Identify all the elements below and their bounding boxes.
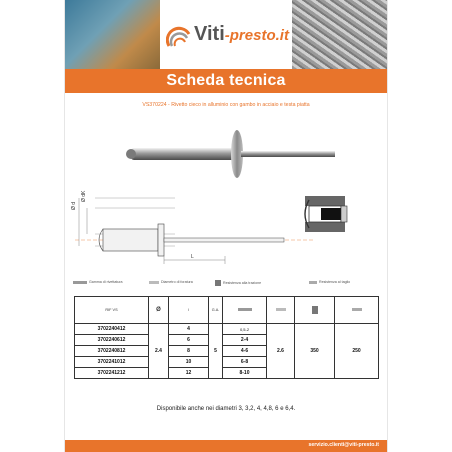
dim-label-dk: Ø dK xyxy=(81,190,87,202)
cell-ref: 3702240612 xyxy=(75,335,149,346)
datasheet-page xyxy=(65,0,387,452)
screws-photo xyxy=(292,0,387,69)
shear-icon xyxy=(309,281,317,284)
cell-grip: 2-4 xyxy=(223,335,267,346)
title-bar xyxy=(65,69,387,93)
cell-grip: 4-6 xyxy=(223,346,267,357)
cell-length: 10 xyxy=(169,357,209,368)
grip-range-icon xyxy=(73,281,87,284)
table-row xyxy=(75,324,379,335)
workshop-photo xyxy=(65,0,160,69)
installed-rivet-diagram xyxy=(305,196,347,232)
legend-grip-range: Gamma di rivettatura xyxy=(73,280,123,284)
legend-drill-diameter: Diametro di foratura xyxy=(149,280,193,284)
cell-length: 12 xyxy=(169,368,209,379)
cell-shear: 250 xyxy=(335,324,379,379)
dim-label-d: Ø d xyxy=(71,201,77,210)
legend-tensile: Resistenza alla trazione xyxy=(215,280,261,286)
header-ref: RIF VS xyxy=(75,297,149,324)
technical-drawing xyxy=(65,178,387,273)
header-length: l xyxy=(169,297,209,324)
cell-grip: 8-10 xyxy=(223,368,267,379)
header-shear-icon xyxy=(335,297,379,324)
cell-grip: 0,5-2 xyxy=(223,324,267,335)
cell-ref: 3702240812 xyxy=(75,346,149,357)
cell-ref: 3702240412 xyxy=(75,324,149,335)
table-header-row xyxy=(75,297,379,324)
availability-note: Disponibile anche nei diametri 3, 3,2, 4, 4,8, 6 e 6,4. xyxy=(156,406,296,412)
cell-ref: 3702241212 xyxy=(75,368,149,379)
cell-grip: 6-8 xyxy=(223,357,267,368)
cell-length: 6 xyxy=(169,335,209,346)
brand-name: Viti xyxy=(194,23,225,45)
legend-shear: Resistenza al taglio xyxy=(309,280,350,284)
spec-table xyxy=(74,296,379,379)
header-grip-range-icon xyxy=(223,297,267,324)
header-drill-icon xyxy=(267,297,295,324)
logo-text xyxy=(194,23,289,46)
legend xyxy=(65,278,387,290)
footer-email[interactable]: servizio.clienti@viti-presto.it xyxy=(308,442,379,448)
cell-tensile: 350 xyxy=(295,324,335,379)
brand-logo xyxy=(160,0,292,69)
drill-icon xyxy=(149,281,159,284)
cell-length: 4 xyxy=(169,324,209,335)
header-grip: G.A. xyxy=(209,297,223,324)
cell-ref: 3702241012 xyxy=(75,357,149,368)
brand-domain: -presto.it xyxy=(224,27,289,44)
tensile-icon xyxy=(215,280,221,286)
header-tensile-icon xyxy=(295,297,335,324)
cell-length: 8 xyxy=(169,346,209,357)
page-title: Scheda tecnica xyxy=(166,72,286,89)
header-diameter: Ø xyxy=(149,297,169,324)
cell-flange: 5 xyxy=(209,324,223,379)
dim-label-l: L xyxy=(191,254,194,260)
header-banner xyxy=(65,0,387,69)
logo-arc-icon xyxy=(166,24,192,50)
cell-diameter: 2.4 xyxy=(149,324,169,379)
footer-bar xyxy=(65,440,387,452)
product-subtitle: VS370224 - Rivetto cieco in alluminio con gambo in acciaio e testa piatta xyxy=(142,102,310,108)
cell-drill: 2.6 xyxy=(267,324,295,379)
